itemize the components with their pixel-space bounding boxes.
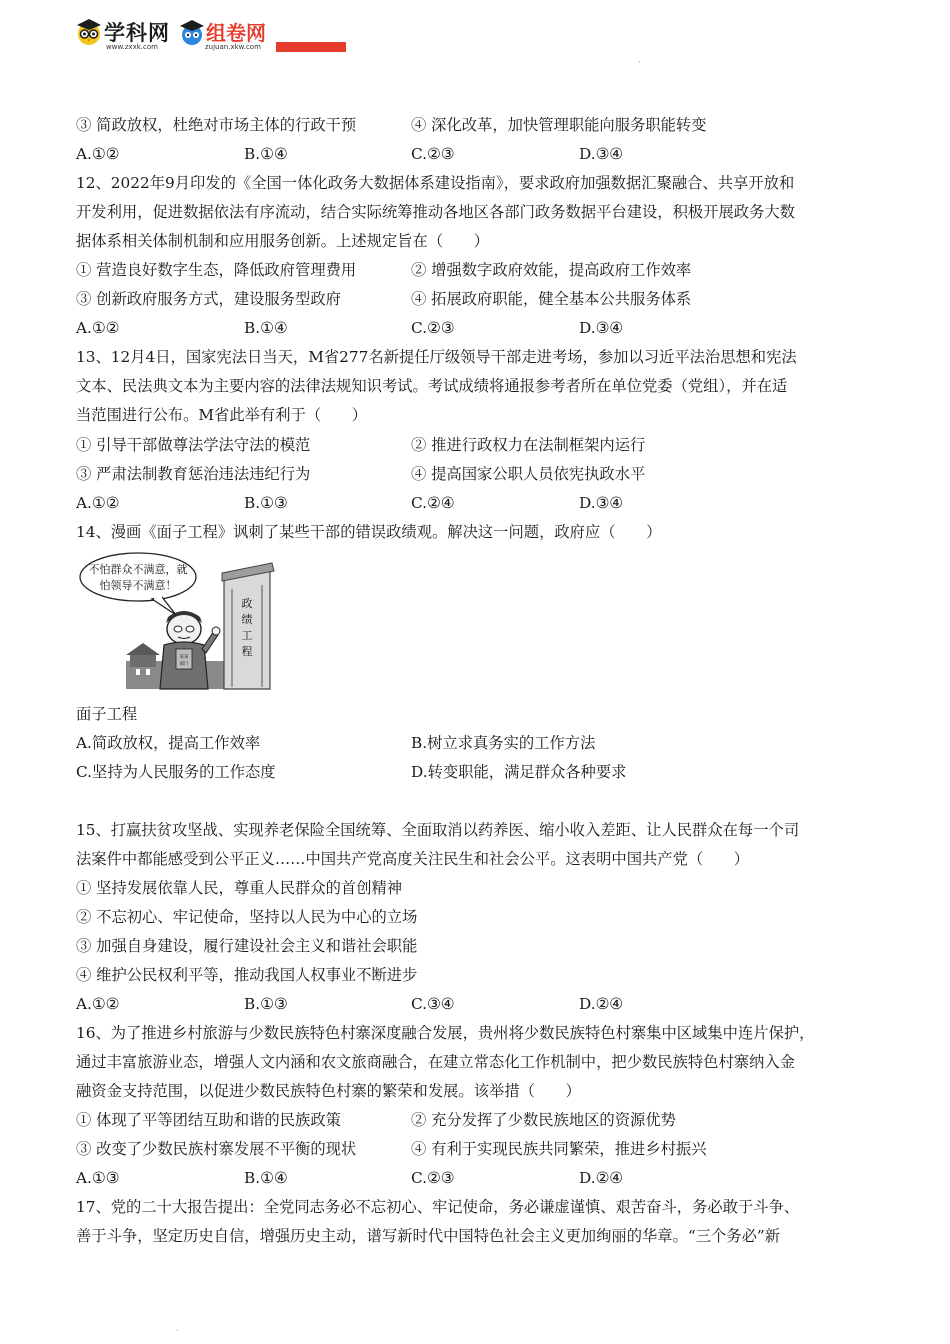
q16-choices xyxy=(0,1168,950,1188)
q14-option-a: A.简政放权，提高工作效率 xyxy=(76,734,261,752)
bubble-text-line-1: 不怕群众不满意，就 xyxy=(88,563,188,576)
q15-option-4: ④ 维护公民权利平等，推动我国人权事业不断进步 xyxy=(76,966,418,984)
choice-d: D.③④ xyxy=(579,145,624,163)
choice-c: C.②③ xyxy=(411,1169,455,1187)
brand-xuekewang-domain: www.zxxk.com xyxy=(106,43,158,51)
q12-option-3: ③ 创新政府服务方式，建设服务型政府 xyxy=(76,290,341,308)
q11-options-row-1 xyxy=(0,115,950,135)
q17-stem-line-2: 善于斗争，坚定历史自信，增强历史主动，谱写新时代中国特色社会主义更加绚丽的华章。“三个务必”新 xyxy=(76,1227,781,1245)
choice-a: A.①② xyxy=(76,995,120,1013)
scan-dot-bottom: · xyxy=(176,1326,179,1335)
q15-stem-line-2: 法案件中都能感受到公平正义……中国共产党高度关注民生和社会公平。这表明中国共产党（ ） xyxy=(76,850,750,868)
building-label-char-4: 程 xyxy=(241,645,253,658)
q12-option-4: ④ 拓展政府职能，健全基本公共服务体系 xyxy=(411,290,692,308)
choice-c: C.②③ xyxy=(411,145,455,163)
building-label-char-2: 绩 xyxy=(241,613,253,626)
choice-d: D.③④ xyxy=(579,319,624,337)
q12-stem-line-3: 据体系相关体制机制和应用服务创新。上述规定旨在（ ） xyxy=(76,232,490,250)
q12-option-2: ② 增强数字政府效能，提高政府工作效率 xyxy=(411,261,692,279)
q13-choices xyxy=(0,493,950,513)
q12-options-row-1 xyxy=(0,260,950,280)
q17-stem-line-1: 17、党的二十大报告提出：全党同志务必不忘初心、牢记使命，务必谦虚谨慎、艰苦奋斗，务必敢于斗争、 xyxy=(76,1198,800,1216)
brand-red-band xyxy=(276,42,346,52)
brand-xuekewang: 学科网 xyxy=(104,21,170,45)
choice-b: B.①③ xyxy=(244,494,288,512)
choice-d: D.②④ xyxy=(579,995,624,1013)
q15-option-2: ② 不忘初心、牢记使命，坚持以人民为中心的立场 xyxy=(76,908,418,926)
q14-option-b: B.树立求真务实的工作方法 xyxy=(411,734,596,752)
choice-c: C.②③ xyxy=(411,319,455,337)
q16-stem-line-1: 16、为了推进乡村旅游与少数民族特色村寨深度融合发展，贵州将少数民族特色村寨集中区域集中连片保护， xyxy=(76,1024,815,1042)
choice-c: C.③④ xyxy=(411,995,455,1013)
q11-option-4: ④ 深化改革，加快管理职能向服务职能转变 xyxy=(411,116,707,134)
choice-d: D.③④ xyxy=(579,494,624,512)
choice-a: A.①③ xyxy=(76,1169,120,1187)
choice-d: D.②④ xyxy=(579,1169,624,1187)
q11-choices xyxy=(0,144,950,164)
q15-choices xyxy=(0,994,950,1014)
q16-stem-line-3: 融资金支持范围，以促进少数民族特色村寨的繁荣和发展。该举措（ ） xyxy=(76,1082,581,1100)
choice-b: B.①③ xyxy=(244,995,288,1013)
q16-option-2: ② 充分发挥了少数民族地区的资源优势 xyxy=(411,1111,676,1129)
q12-stem-line-1: 12、2022年9月印发的《全国一体化政务大数据体系建设指南》，要求政府加强数据汇聚融合、共享开放和 xyxy=(76,174,795,192)
owl-mascot-icon xyxy=(74,17,104,47)
choice-c: C.②④ xyxy=(411,494,455,512)
q14-stem: 14、漫画《面子工程》讽刺了某些干部的错误政绩观。解决这一问题，政府应（ ） xyxy=(76,523,662,541)
q13-option-4: ④ 提高国家公职人员依宪执政水平 xyxy=(411,465,646,483)
q13-options-row-1 xyxy=(0,435,950,455)
choice-a: A.①② xyxy=(76,319,120,337)
q12-options-row-2 xyxy=(0,289,950,309)
brand-zujuanwang-domain: zujuan.xkw.com xyxy=(205,43,261,51)
face-project-cartoon xyxy=(76,549,286,693)
choice-b: B.①④ xyxy=(244,1169,288,1187)
scan-dot: · xyxy=(638,58,641,67)
q15-stem-line-1: 15、打赢扶贫攻坚战、实现养老保险全国统筹、全面取消以药养医、缩小收入差距、让人民群众在每一个司 xyxy=(76,821,800,839)
q16-stem-line-2: 通过丰富旅游业态，增强人文内涵和农文旅商融合，在建立常态化工作机制中，把少数民族特色村寨纳入金 xyxy=(76,1053,795,1071)
badge-label-bottom: 部门 xyxy=(179,662,189,667)
q14-option-c: C.坚持为人民服务的工作态度 xyxy=(76,763,276,781)
q16-option-4: ④ 有利于实现民族共同繁荣，推进乡村振兴 xyxy=(411,1140,707,1158)
q11-option-3: ③ 简政放权，杜绝对市场主体的行政干预 xyxy=(76,116,357,134)
q13-option-2: ② 推进行政权力在法制框架内运行 xyxy=(411,436,646,454)
q16-options-row-2 xyxy=(0,1139,950,1159)
q13-option-3: ③ 严肃法制教育惩治违法违纪行为 xyxy=(76,465,311,483)
q16-option-3: ③ 改变了少数民族村寨发展不平衡的现状 xyxy=(76,1140,357,1158)
choice-b: B.①④ xyxy=(244,145,288,163)
bubble-text-line-2: 怕领导不满意！ xyxy=(99,579,177,592)
q13-options-row-2 xyxy=(0,464,950,484)
choice-a: A.①② xyxy=(76,494,120,512)
brand-zujuanwang: 组卷网 xyxy=(206,21,266,45)
q14-cartoon-caption: 面子工程 xyxy=(76,705,138,723)
building-label-char-1: 政 xyxy=(241,597,253,610)
q15-option-1: ① 坚持发展依靠人民，尊重人民群众的首创精神 xyxy=(76,879,403,897)
q16-option-1: ① 体现了平等团结互助和谐的民族政策 xyxy=(76,1111,341,1129)
badge-label-top: 某某 xyxy=(179,655,189,660)
q13-stem-line-3: 当范围进行公布。M省此举有利于（ ） xyxy=(76,406,368,424)
q16-options-row-1 xyxy=(0,1110,950,1130)
graduate-mascot-icon xyxy=(179,19,205,47)
choice-b: B.①④ xyxy=(244,319,288,337)
choice-a: A.①② xyxy=(76,145,120,163)
q13-option-1: ① 引导干部做尊法学法守法的模范 xyxy=(76,436,311,454)
q14-option-d: D.转变职能，满足群众各种要求 xyxy=(411,763,627,781)
q15-option-3: ③ 加强自身建设，履行建设社会主义和谐社会职能 xyxy=(76,937,418,955)
building-label-char-3: 工 xyxy=(241,629,253,642)
q13-stem-line-2: 文本、民法典文本为主要内容的法律法规知识考试。考试成绩将通报参考者所在单位党委（党组），并在适 xyxy=(76,377,788,395)
q14-options-row-2 xyxy=(0,762,950,782)
q12-choices xyxy=(0,318,950,338)
q13-stem-line-1: 13、12月4日，国家宪法日当天，M省277名新提任厅级领导干部走进考场，参加以习近平法治思想和宪法 xyxy=(76,348,797,366)
q12-stem-line-2: 开发利用，促进数据依法有序流动，结合实际统筹推动各地区各部门政务数据平台建设，积极开展政务大数 xyxy=(76,203,795,221)
q14-options-row-1 xyxy=(0,733,950,753)
q12-option-1: ① 营造良好数字生态，降低政府管理费用 xyxy=(76,261,357,279)
